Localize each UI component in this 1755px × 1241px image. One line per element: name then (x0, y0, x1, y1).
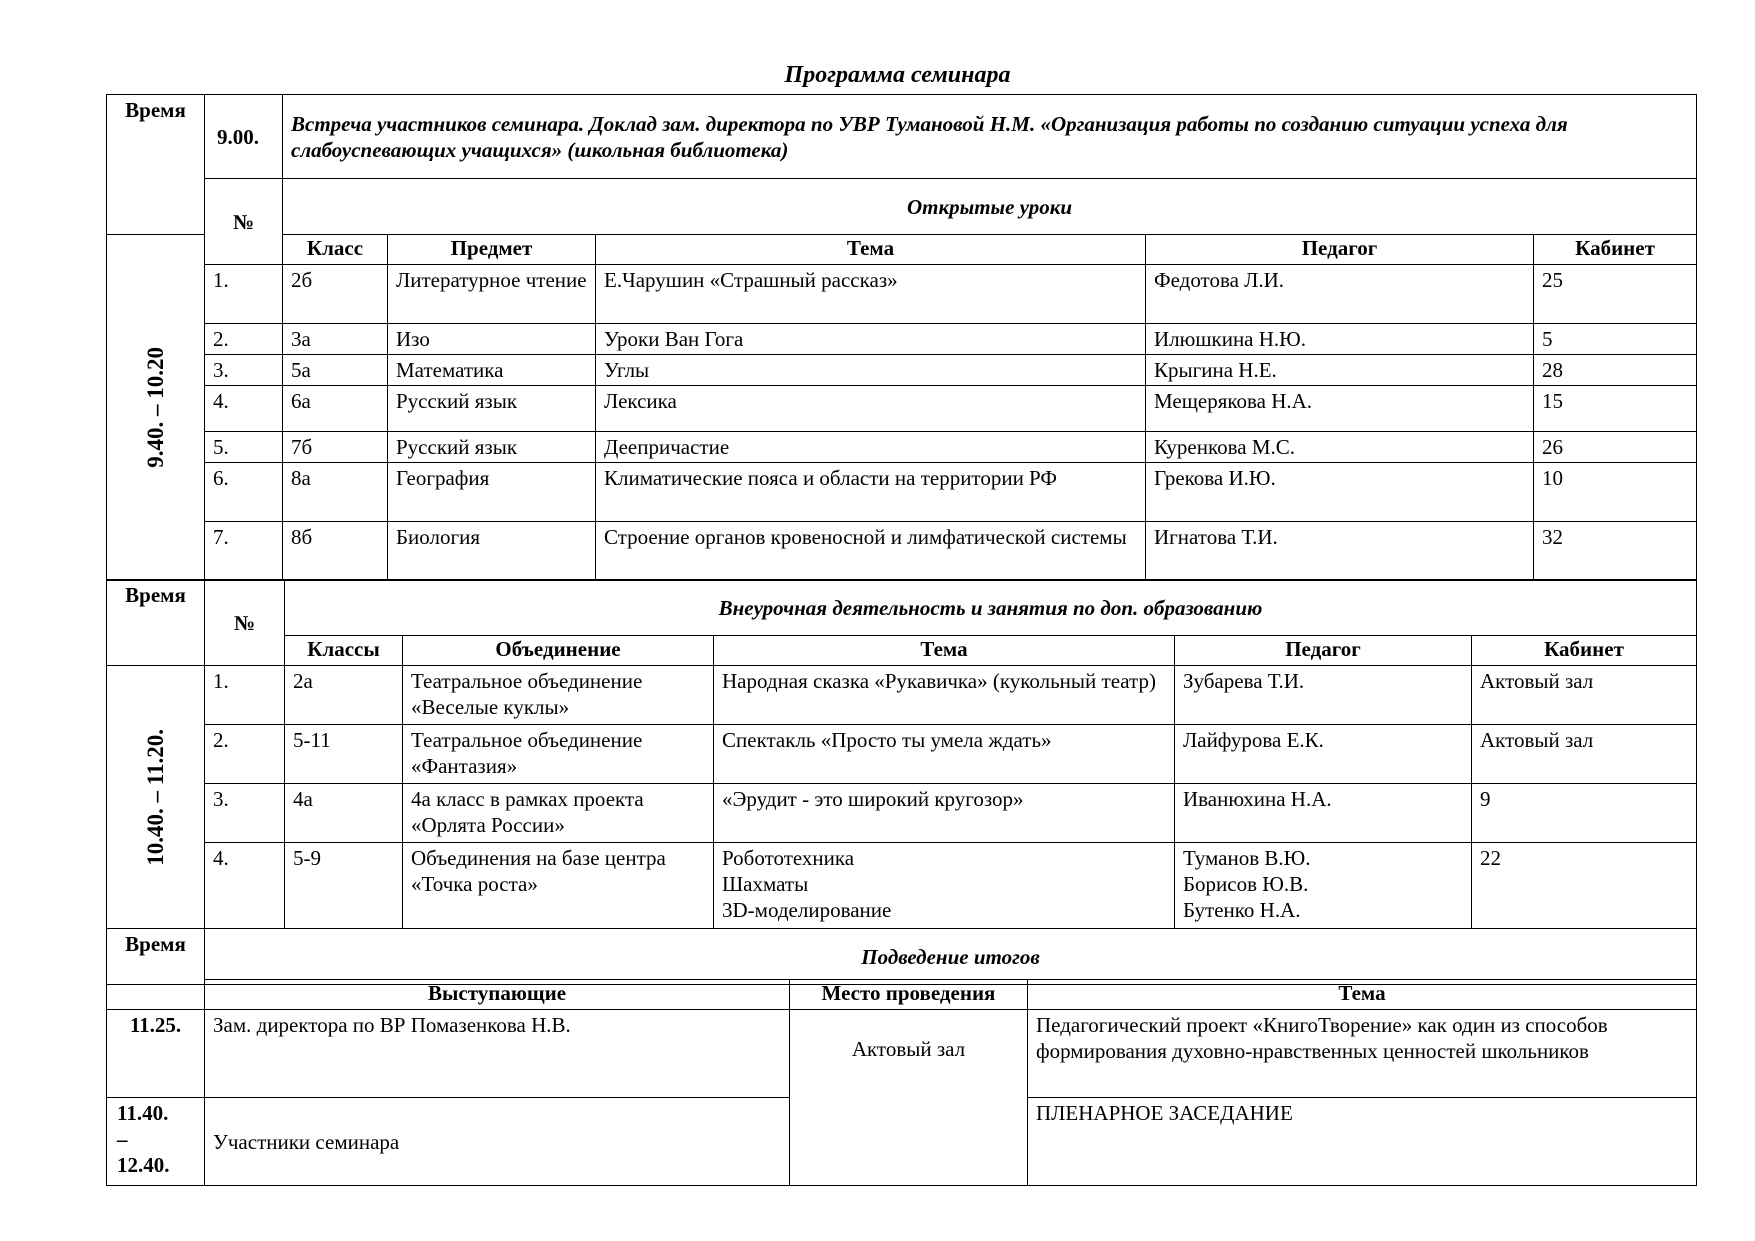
table-row (107, 324, 1697, 355)
topic-cell (714, 843, 1175, 929)
group-cell: Театральное объединение «Веселые куклы» (403, 666, 714, 725)
column-header: Выступающие (205, 980, 790, 1010)
table-row (107, 522, 1697, 581)
topic-cell: Углы (596, 355, 1146, 386)
topic-cell: Строение органов кровеносной и лимфатической системы (596, 522, 1146, 581)
subject-cell: Литературное чтение (388, 265, 596, 324)
room-cell: 9 (1472, 784, 1697, 843)
start-time: 9.00. (205, 95, 283, 179)
row-number: 7. (205, 522, 283, 581)
room-cell: 32 (1534, 522, 1697, 581)
table-row (107, 1010, 1697, 1098)
subject-cell: Русский язык (388, 432, 596, 463)
time-line: 11.40. (117, 1101, 169, 1125)
topic-cell: «Эрудит - это широкий кругозор» (714, 784, 1175, 843)
class-cell: 4а (285, 784, 403, 843)
topic-cell: Спектакль «Просто ты умела ждать» (714, 725, 1175, 784)
group-cell: 4а класс в рамках проекта «Орлята России» (403, 784, 714, 843)
subject-cell: Математика (388, 355, 596, 386)
room-cell: 5 (1534, 324, 1697, 355)
topic-cell: Е.Чарушин «Страшный рассказ» (596, 265, 1146, 324)
speakers-cell: Участники семинара (205, 1098, 790, 1186)
topic-cell: Деепричастие (596, 432, 1146, 463)
summary-table (106, 979, 1697, 1186)
teacher-cell: Куренкова М.С. (1146, 432, 1534, 463)
section-heading: Открытые уроки (283, 179, 1697, 235)
open-lessons-table (106, 94, 1697, 581)
column-header: Предмет (388, 235, 596, 265)
row-number: 6. (205, 463, 283, 522)
teacher-cell: Илюшкина Н.Ю. (1146, 324, 1534, 355)
time-cell (107, 1098, 205, 1186)
room-cell: 15 (1534, 386, 1697, 432)
group-cell: Театральное объединение «Фантазия» (403, 725, 714, 784)
teacher-cell: Крыгина Н.Е. (1146, 355, 1534, 386)
class-cell: 5-11 (285, 725, 403, 784)
class-cell: 2а (285, 666, 403, 725)
speakers-cell: Зам. директора по ВР Помазенкова Н.В. (205, 1010, 790, 1098)
room-cell: 22 (1472, 843, 1697, 929)
class-cell: 7б (283, 432, 388, 463)
time-label: Время (107, 95, 205, 235)
room-cell: Актовый зал (1472, 725, 1697, 784)
row-number: 1. (205, 666, 285, 725)
teacher-cell: Федотова Л.И. (1146, 265, 1534, 324)
row-number: 1. (205, 265, 283, 324)
topic-line: Шахматы (722, 872, 809, 896)
teacher-line: Борисов Ю.В. (1183, 872, 1309, 896)
period-cell (107, 235, 205, 581)
column-header: Тема (596, 235, 1146, 265)
topic-cell: Педагогический проект «КнигоТворение» как один из способов формирования духовно-нравственных ценностей школьников (1028, 1010, 1697, 1098)
topic-cell: ПЛЕНАРНОЕ ЗАСЕДАНИЕ (1028, 1098, 1697, 1186)
teacher-cell: Иванюхина Н.А. (1175, 784, 1472, 843)
column-header: Кабинет (1534, 235, 1697, 265)
teacher-line: Туманов В.Ю. (1183, 846, 1311, 870)
topic-cell: Лексика (596, 386, 1146, 432)
class-cell: 3а (283, 324, 388, 355)
class-cell: 8а (283, 463, 388, 522)
row-number: 3. (205, 784, 285, 843)
teacher-line: Бутенко Н.А. (1183, 898, 1301, 922)
table-row (107, 725, 1697, 784)
number-label: № (205, 179, 283, 265)
room-cell: 10 (1534, 463, 1697, 522)
teacher-cell: Игнатова Т.И. (1146, 522, 1534, 581)
section-heading: Подведение итогов (205, 929, 1697, 985)
room-cell: 26 (1534, 432, 1697, 463)
time-line: – (117, 1127, 128, 1151)
row-number: 2. (205, 324, 283, 355)
table-row (107, 432, 1697, 463)
column-header: Место проведения (790, 980, 1028, 1010)
class-cell: 2б (283, 265, 388, 324)
topic-line: Робототехника (722, 846, 855, 870)
room-cell: 28 (1534, 355, 1697, 386)
table-row (107, 463, 1697, 522)
meeting-description: Встреча участников семинара. Доклад зам. директора по УВР Тумановой Н.М. «Организация работы по созданию ситуации успеха для слабоуспевающих учащихся» (школьная библиотека) (283, 95, 1697, 179)
teacher-cell: Грекова И.Ю. (1146, 463, 1534, 522)
subject-cell: География (388, 463, 596, 522)
class-cell: 8б (283, 522, 388, 581)
row-number: 4. (205, 386, 283, 432)
subject-cell: Биология (388, 522, 596, 581)
time-label: Время (107, 929, 205, 985)
row-number: 3. (205, 355, 283, 386)
section-heading: Внеурочная деятельность и занятия по доп. образованию (285, 580, 1697, 636)
topic-cell: Народная сказка «Рукавичка» (кукольный театр) (714, 666, 1175, 725)
subject-cell: Изо (388, 324, 596, 355)
column-header: Объединение (403, 636, 714, 666)
time-label-continued (107, 980, 205, 1010)
period-label: 10.40. – 11.20. (142, 728, 168, 866)
time-line: 12.40. (117, 1153, 170, 1177)
class-cell: 6а (283, 386, 388, 432)
period-label: 9.40. – 10.20 (142, 347, 168, 468)
table-row (107, 666, 1697, 725)
row-number: 5. (205, 432, 283, 463)
number-label: № (205, 580, 285, 666)
row-number: 2. (205, 725, 285, 784)
page-title: Программа семинара (784, 62, 1011, 88)
column-header: Тема (1028, 980, 1697, 1010)
class-cell: 5а (283, 355, 388, 386)
class-cell: 5-9 (285, 843, 403, 929)
column-header: Классы (285, 636, 403, 666)
table-row (107, 386, 1697, 432)
topic-line: 3D-моделирование (722, 898, 892, 922)
place-cell: Актовый зал (790, 1010, 1028, 1186)
room-cell: 25 (1534, 265, 1697, 324)
table-row (107, 843, 1697, 929)
table-row (107, 355, 1697, 386)
teacher-cell: Мещерякова Н.А. (1146, 386, 1534, 432)
subject-cell: Русский язык (388, 386, 596, 432)
time-label: Время (107, 580, 205, 666)
column-header: Педагог (1175, 636, 1472, 666)
teacher-cell: Лайфурова Е.К. (1175, 725, 1472, 784)
row-number: 4. (205, 843, 285, 929)
table-row (107, 784, 1697, 843)
teacher-cell: Зубарева Т.И. (1175, 666, 1472, 725)
column-header: Класс (283, 235, 388, 265)
column-header: Педагог (1146, 235, 1534, 265)
column-header: Тема (714, 636, 1175, 666)
topic-cell: Климатические пояса и области на территории РФ (596, 463, 1146, 522)
table-row (107, 265, 1697, 324)
topic-cell: Уроки Ван Гога (596, 324, 1146, 355)
period-cell (107, 666, 205, 929)
time-cell: 11.25. (107, 1010, 205, 1098)
room-cell: Актовый зал (1472, 666, 1697, 725)
teacher-cell (1175, 843, 1472, 929)
extracurricular-table (106, 579, 1697, 985)
group-cell: Объединения на базе центра «Точка роста» (403, 843, 714, 929)
column-header: Кабинет (1472, 636, 1697, 666)
